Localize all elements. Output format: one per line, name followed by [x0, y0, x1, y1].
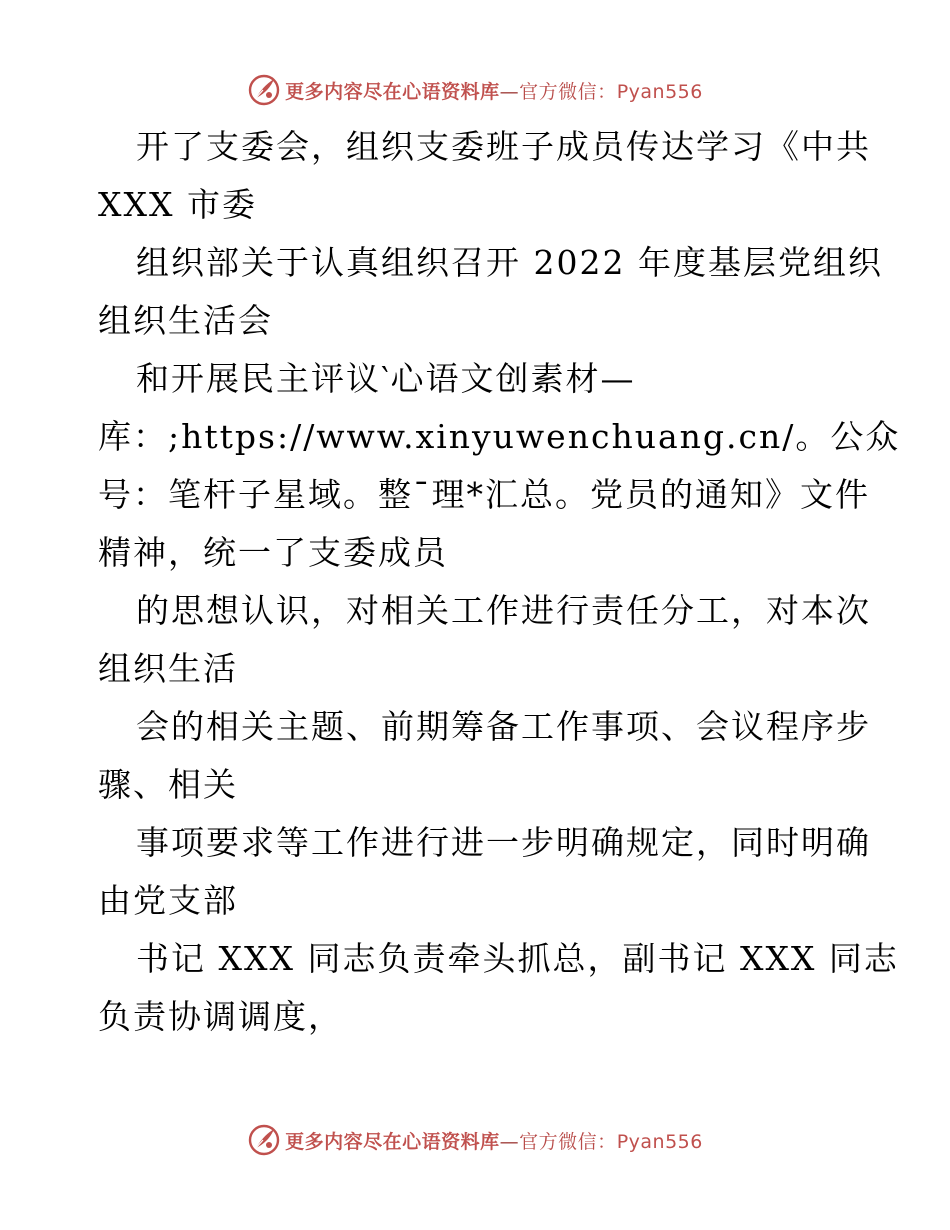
header-banner-wechat-label: 官方微信：: [519, 80, 617, 103]
body-line: 的思想认识，对相关工作进行责任分工，对本次: [136, 591, 871, 630]
header-banner-separator: —: [499, 80, 520, 103]
footer-banner-wechat-handle: Pyan556: [616, 1130, 703, 1153]
body-line: 书记 XXX 同志负责牵头抓总，副书记 XXX 同志: [136, 939, 899, 978]
quill-pen-logo-icon: [247, 1123, 281, 1157]
body-line: 精神，统一了支委成员: [98, 533, 448, 572]
header-banner-lead: 更多内容尽在心语资料库: [285, 80, 500, 103]
document-body: [98, 118, 901, 1046]
body-line: 负责协调调度，: [98, 997, 343, 1036]
footer-banner-wechat-label: 官方微信：: [519, 1130, 617, 1153]
body-line: 和开展民主评议‵心语文创素材—: [136, 359, 636, 398]
body-line: 库：;https://www.xinyuwenchuang.cn/。公众: [98, 417, 901, 456]
body-line: 骤、相关: [98, 765, 238, 804]
footer-banner: [0, 1122, 950, 1158]
body-line: 组织部关于认真组织召开 2022 年度基层党组织: [136, 243, 883, 282]
header-banner-text: [285, 77, 703, 104]
body-line: 组织生活会: [98, 301, 273, 340]
body-line: 组织生活: [98, 649, 238, 688]
body-line: 号：笔杆子星域。整¯理*汇总。党员的通知》文件: [98, 475, 870, 514]
header-banner: [0, 72, 950, 108]
footer-banner-text: [285, 1127, 703, 1154]
footer-banner-separator: —: [499, 1130, 520, 1153]
quill-pen-logo-icon: [247, 73, 281, 107]
body-line: 开了支委会，组织支委班子成员传达学习《中共: [136, 127, 871, 166]
body-line: 由党支部: [98, 881, 238, 920]
header-banner-wechat-handle: Pyan556: [616, 80, 703, 103]
footer-banner-lead: 更多内容尽在心语资料库: [285, 1130, 500, 1153]
body-line: XXX 市委: [98, 185, 257, 224]
body-line: 会的相关主题、前期筹备工作事项、会议程序步: [136, 707, 871, 746]
body-line: 事项要求等工作进行进一步明确规定，同时明确: [136, 823, 871, 862]
